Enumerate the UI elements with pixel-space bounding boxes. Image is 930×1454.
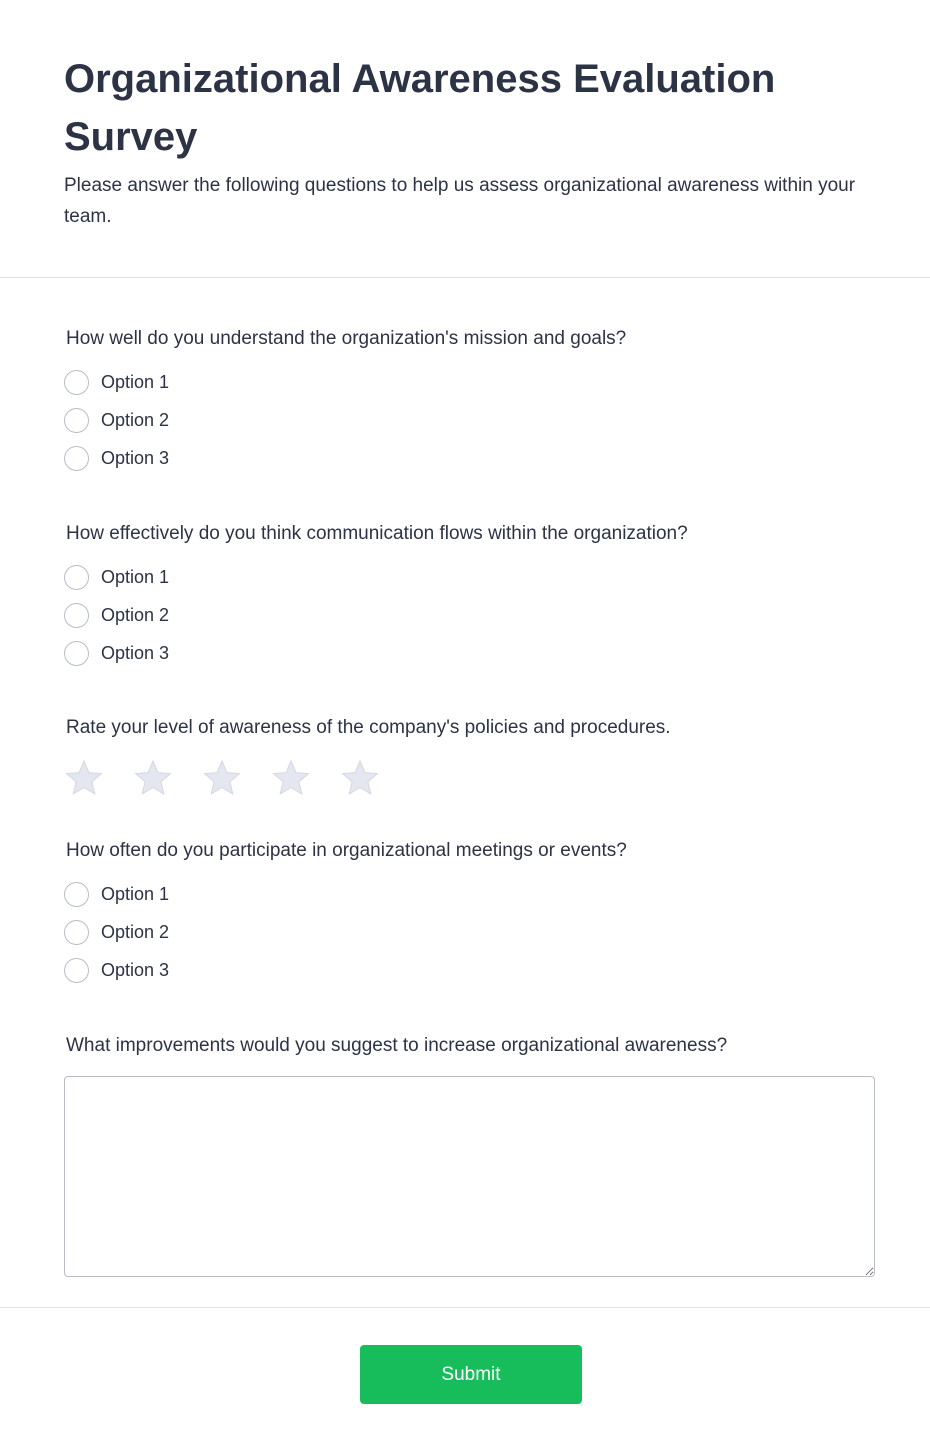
footer-divider	[0, 1307, 930, 1308]
option-label: Option 3	[101, 448, 170, 468]
survey-header	[0, 0, 930, 278]
option-label: Option 3	[101, 643, 170, 663]
star-icon[interactable]	[133, 758, 173, 798]
q4-option-3[interactable]	[64, 958, 169, 983]
option-label: Option 1	[101, 884, 170, 904]
option-label: Option 3	[101, 960, 170, 980]
option-label: Option 2	[101, 922, 170, 942]
option-label: Option 2	[101, 605, 170, 625]
q4-option-2[interactable]	[64, 920, 169, 945]
radio-button[interactable]	[64, 565, 89, 590]
suggestions-textarea[interactable]	[64, 1076, 875, 1277]
radio-button[interactable]	[64, 408, 89, 433]
question-2-label: How effectively do you think communication flows within the organization?	[66, 523, 688, 544]
q1-option-2[interactable]	[64, 408, 169, 433]
option-label: Option 1	[101, 567, 170, 587]
star-icon[interactable]	[340, 758, 380, 798]
option-label: Option 1	[101, 372, 170, 392]
radio-button[interactable]	[64, 641, 89, 666]
survey-subtitle: Please answer the following questions to help us assess organizational awareness within your team.	[64, 175, 856, 227]
radio-button[interactable]	[64, 882, 89, 907]
q2-option-3[interactable]	[64, 641, 169, 666]
option-label: Option 2	[101, 410, 170, 430]
survey-title: Organizational Awareness Evaluation Survey	[64, 57, 776, 159]
q4-option-1[interactable]	[64, 882, 169, 907]
radio-button[interactable]	[64, 370, 89, 395]
radio-button[interactable]	[64, 603, 89, 628]
question-5-label: What improvements would you suggest to increase organizational awareness?	[66, 1035, 728, 1056]
q1-option-1[interactable]	[64, 370, 169, 395]
q2-option-2[interactable]	[64, 603, 169, 628]
q2-option-1[interactable]	[64, 565, 169, 590]
question-4-label: How often do you participate in organizational meetings or events?	[66, 840, 627, 861]
question-3-label: Rate your level of awareness of the company's policies and procedures.	[66, 717, 671, 738]
star-rating	[64, 758, 409, 798]
question-1-label: How well do you understand the organization's mission and goals?	[66, 328, 627, 349]
radio-button[interactable]	[64, 920, 89, 945]
star-icon[interactable]	[202, 758, 242, 798]
submit-button[interactable]: Submit	[360, 1345, 582, 1404]
star-icon[interactable]	[271, 758, 311, 798]
q1-option-3[interactable]	[64, 446, 169, 471]
star-icon[interactable]	[64, 758, 104, 798]
radio-button[interactable]	[64, 446, 89, 471]
radio-button[interactable]	[64, 958, 89, 983]
